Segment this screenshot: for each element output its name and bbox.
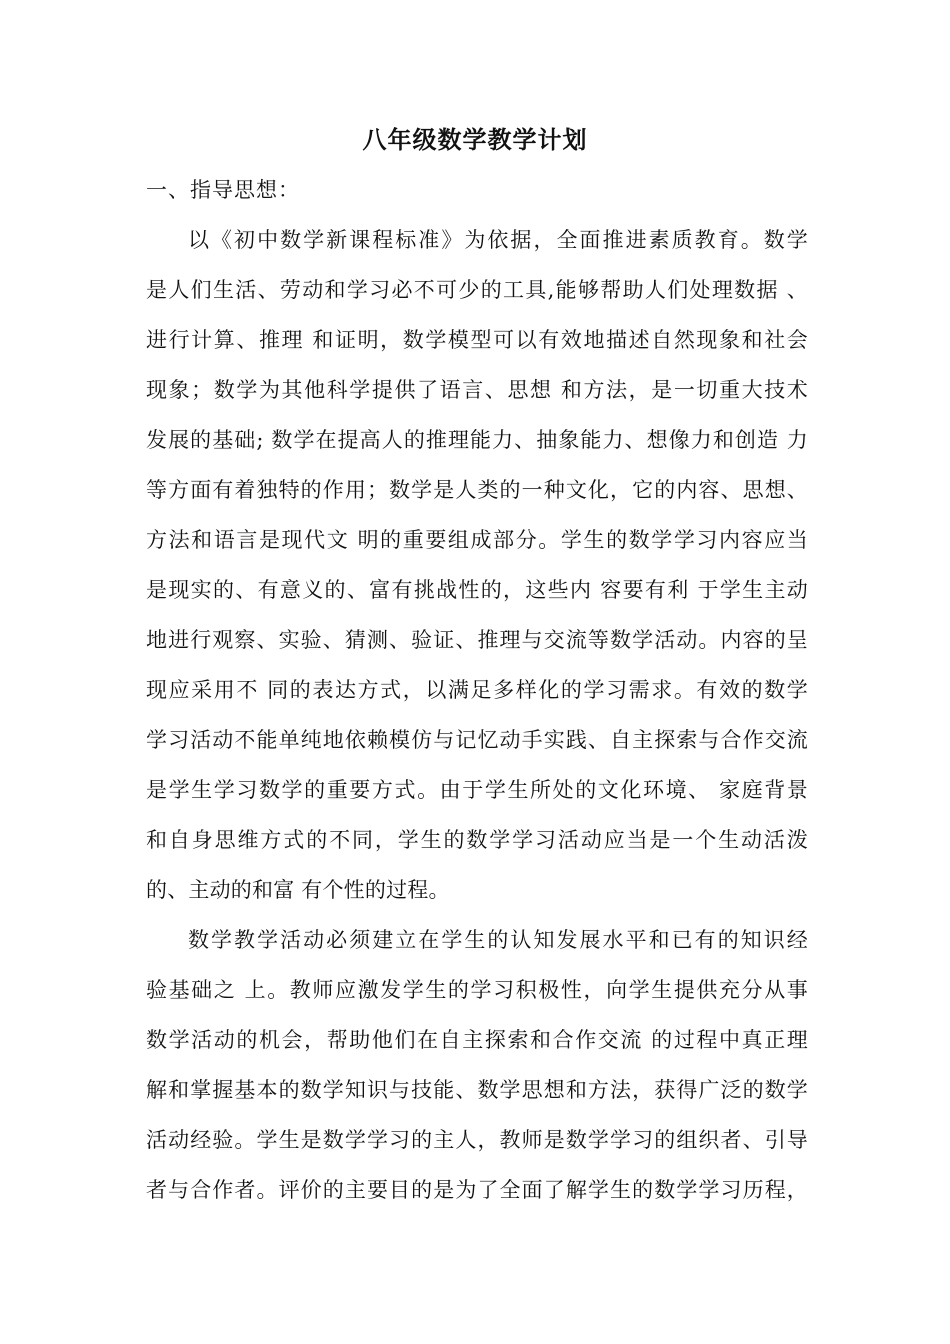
document-title: 八年级数学教学计划: [362, 125, 588, 154]
paragraph-line: 是学生学习数学的重要方式。由于学生所处的文化环境、 家庭背景: [146, 778, 808, 802]
paragraph-line: 现应采用不 同的表达方式，以满足多样化的学习需求。有效的数学: [146, 678, 808, 702]
paragraph-line: 学习活动不能单纯地依赖模仿与记忆动手实践、自主探索与合作交流: [146, 728, 808, 752]
paragraph-line: 活动经验。学生是数学学习的主人，教师是数学学习的组织者、引导: [146, 1128, 808, 1152]
paragraph-line: 数学活动的机会，帮助他们在自主探索和合作交流 的过程中真正理: [146, 1028, 808, 1052]
paragraph-line: 是人们生活、劳动和学习必不可少的工具,能够帮助人们处理数据 、: [146, 278, 808, 302]
paragraph-line: 验基础之 上。教师应激发学生的学习积极性，向学生提供充分从事: [146, 978, 808, 1002]
paragraph-line: 是现实的、有意义的、富有挑战性的，这些内 容要有利 于学生主动: [146, 578, 808, 602]
paragraph-line: 方法和语言是现代文 明的重要组成部分。学生的数学学习内容应当: [146, 528, 808, 552]
section-heading: 一、指导思想：: [146, 178, 300, 202]
paragraph-line: 等方面有着独特的作用；数学是人类的一种文化，它的内容、思想、: [146, 478, 808, 502]
paragraph-line: 发展的基础; 数学在提高人的推理能力、抽象能力、想像力和创造 力: [146, 428, 808, 452]
paragraph-line: 者与合作者。评价的主要目的是为了全面了解学生的数学学习历程，: [146, 1178, 808, 1202]
paragraph-line: 和自身思维方式的不同，学生的数学学习活动应当是一个生动活泼: [146, 828, 808, 852]
paragraph-line: 数学教学活动必须建立在学生的认知发展水平和已有的知识经: [188, 928, 808, 952]
paragraph-line: 进行计算、推理 和证明，数学模型可以有效地描述自然现象和社会: [146, 328, 808, 352]
paragraph-line: 地进行观察、实验、猜测、验证、推理与交流等数学活动。内容的呈: [146, 628, 808, 652]
paragraph-line: 的、主动的和富 有个性的过程。: [146, 878, 450, 902]
paragraph-line: 现象；数学为其他科学提供了语言、思想 和方法，是一切重大技术: [146, 378, 808, 402]
paragraph-line: 以《初中数学新课程标准》为依据，全面推进素质教育。数学: [188, 228, 808, 252]
paragraph-line: 解和掌握基本的数学知识与技能、数学思想和方法，获得广泛的数学: [146, 1078, 808, 1102]
